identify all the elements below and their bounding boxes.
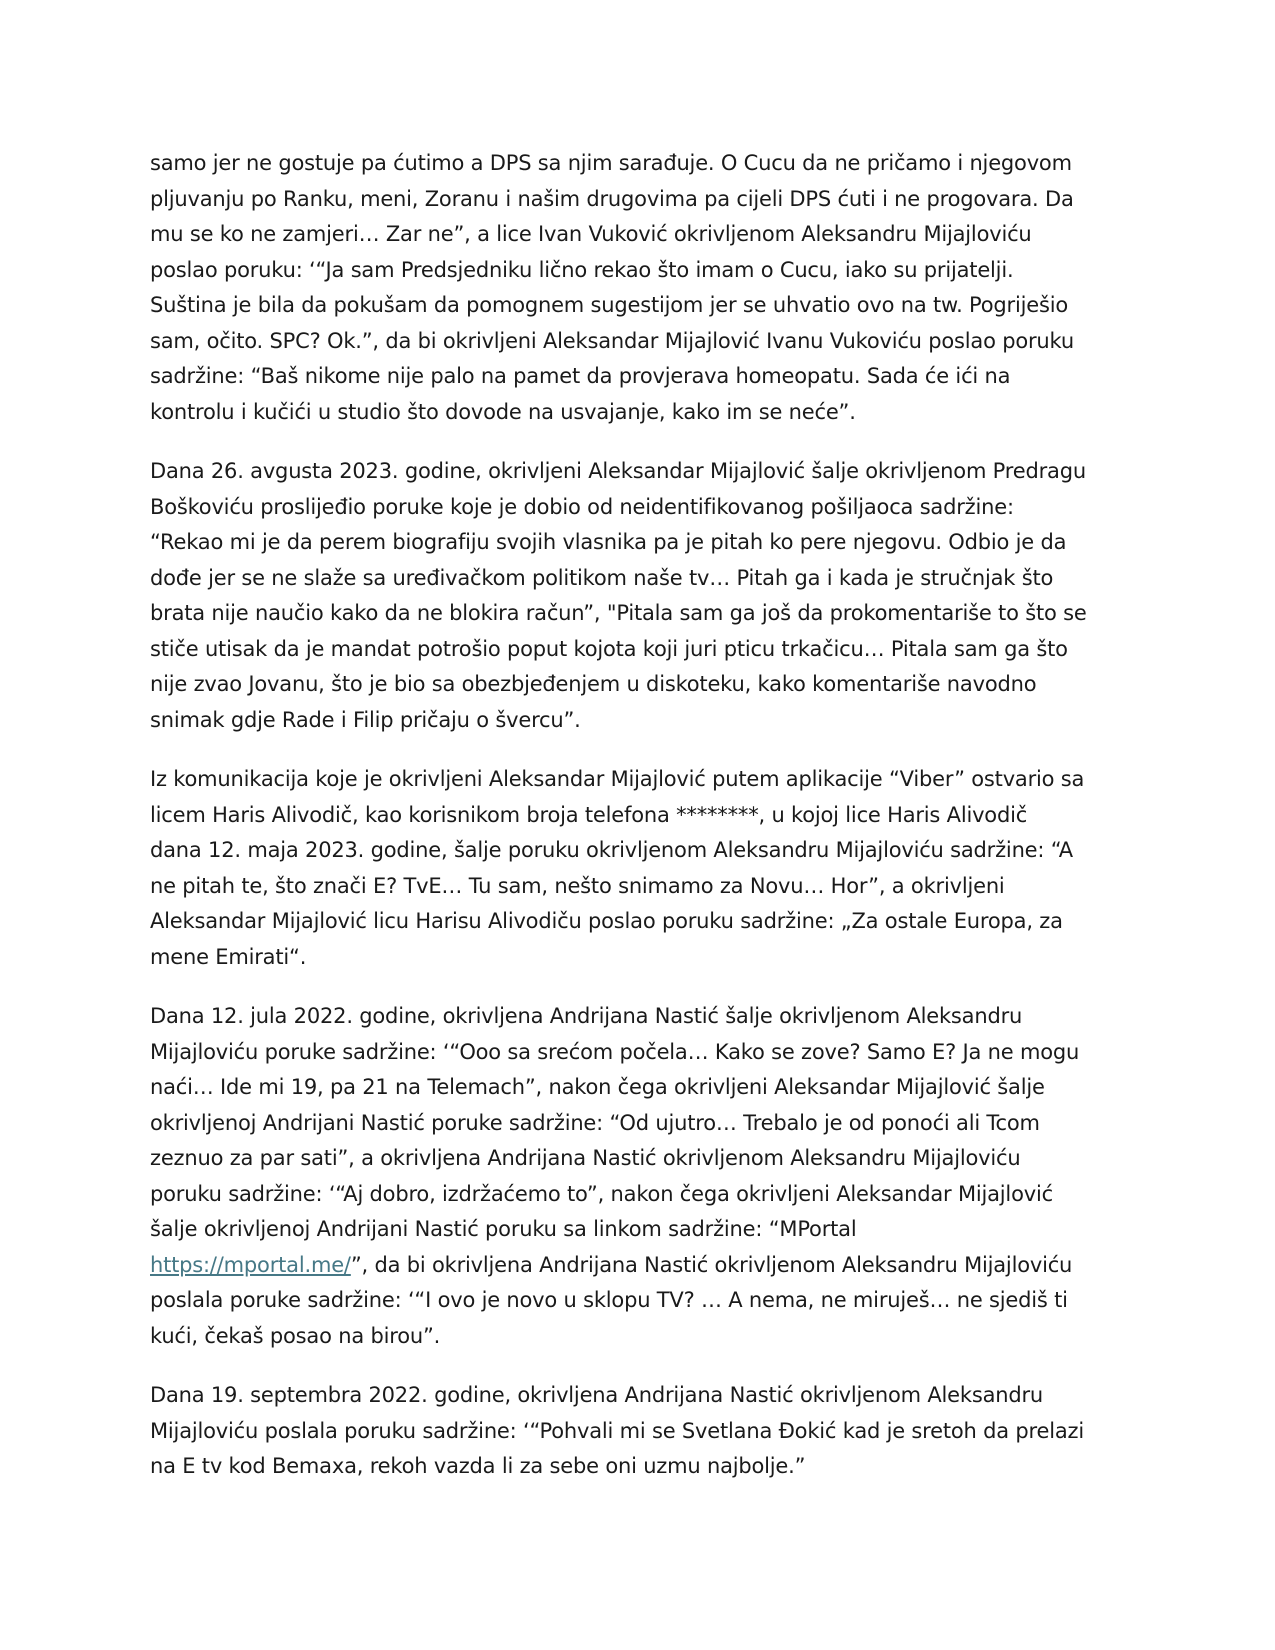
text-line: Dana 19. septembra 2022. godine, okrivljena Andrijana Nastić okrivljenom Aleksandru [150, 1383, 1044, 1407]
text-line: poslao poruku: ‘“Ja sam Predsjedniku lično rekao što imam o Cucu, iako su prijatelji. [150, 257, 1014, 282]
mportal-link[interactable]: https://mportal.me/ [150, 1252, 351, 1277]
text-line: Boškoviću proslijeđio poruke koje je dobio od neidentifikovanog pošiljaoca sadržine: [150, 494, 1014, 519]
text-line: samo jer ne gostuje pa ćutimo a DPS sa njim sarađuje. O Cucu da ne pričamo i njegovom [150, 151, 1072, 175]
text-line: naći… Ide mi 19, pa 21 na Telemach”, nakon čega okrivljeni Aleksandar Mijajlović šalje [150, 1075, 1045, 1099]
text-line: Dana 26. avgusta 2023. godine, okrivljeni Aleksandar Mijajlović šalje okrivljenom Predragu [150, 459, 1086, 483]
text-line: mu se ko ne zamjeri… Zar ne”, a lice Ivan Vuković okrivljenom Aleksandru Mijajloviću [150, 222, 1032, 246]
text-line: poslala poruke sadržine: ‘“I ovo je novo u sklopu TV? … A nema, ne miruješ… ne sjediš ti [150, 1288, 1068, 1312]
text-line: zeznuo za par sati”, a okrivljena Andrijana Nastić okrivljenom Aleksandru Mijajloviću [150, 1146, 1021, 1170]
text-line: Aleksandar Mijajlović licu Harisu Alivodiču poslao poruku sadržine: „Za ostale Europa, za [150, 909, 1063, 933]
text-line: snimak gdje Rade i Filip pričaju o švercu”. [150, 707, 581, 732]
text-line: dođe jer se ne slaže sa uređivačkom politikom naše tv… Pitah ga i kada je stručnjak što [150, 565, 1054, 590]
document-page [150, 146, 1125, 1509]
text-line: nije zvao Jovanu, što je bio sa obezbjeđenjem u diskoteku, kako komentariše navodno [150, 672, 1037, 696]
text-line: Iz komunikacija koje je okrivljeni Aleksandar Mijajlović putem aplikacije “Viber” ostvario sa [150, 767, 1085, 791]
text-line: na E tv kod Bemaxa, rekoh vazda li za sebe oni uzmu najbolje.” [150, 1454, 806, 1478]
text-line: ne pitah te, što znači E? TvE… Tu sam, nešto snimamo za Novu… Hor”, a okrivljeni [150, 873, 1005, 898]
paragraph-4 [150, 999, 1125, 1354]
text-line: kontrolu i kučići u studio što dovode na usvajanje, kako im se neće”. [150, 399, 856, 424]
paragraph-3 [150, 762, 1125, 975]
text-line: licem Haris Alivodič, kao korisnikom broja telefona ********, u kojoj lice Haris Alivodič [150, 802, 1028, 827]
text-line: okrivljenoj Andrijani Nastić poruke sadržine: “Od ujutro… Trebalo je od ponoći ali Tcom [150, 1110, 1040, 1135]
paragraph-5 [150, 1378, 1125, 1485]
text-line: poruku sadržine: ‘“Aj dobro, izdržaćemo to”, nakon čega okrivljeni Aleksandar Mijajlović [150, 1181, 1053, 1206]
text-line: pljuvanju po Ranku, meni, Zoranu i našim drugovima pa cijeli DPS ćuti i ne progovara. Da [150, 186, 1074, 211]
text-line: sadržine: “Baš nikome nije palo na pamet da provjerava homeopatu. Sada će ići na [150, 364, 1011, 388]
text-line: mene Emirati“. [150, 944, 307, 969]
text-line: šalje okrivljenoj Andrijani Nastić poruku sa linkom sadržine: “MPortal [150, 1217, 857, 1241]
text-line: brata nije naučio kako da ne blokira račun”, "Pitala sam ga još da prokomentariše to što se [150, 601, 1087, 625]
text-line: Dana 12. jula 2022. godine, okrivljena Andrijana Nastić šalje okrivljenom Aleksandru [150, 1004, 1023, 1028]
text-line: kući, čekaš posao na birou”. [150, 1323, 441, 1348]
text-line: Mijajloviću poslala poruku sadržine: ‘“Pohvali mi se Svetlana Đokić kad je sretoh da prelazi [150, 1418, 1084, 1443]
text-line: “Rekao mi je da perem biografiju svojih vlasnika pa je pitah ko pere njegovu. Odbio je da [150, 530, 1067, 554]
paragraph-1 [150, 146, 1125, 430]
paragraph-2 [150, 454, 1125, 738]
text-line: Mijajloviću poruke sadržine: ‘“Ooo sa srećom počela… Kako se zove? Samo E? Ja ne mogu [150, 1039, 1080, 1064]
text-after-link: ”, da bi okrivljena Andrijana Nastić okrivljenom Aleksandru Mijajloviću [350, 1252, 1073, 1277]
text-line: sam, očito. SPC? Ok.”, da bi okrivljeni Aleksandar Mijajlović Ivanu Vukoviću poslao poruku [150, 328, 1074, 353]
text-line-with-link [150, 1248, 1125, 1284]
text-line: stiče utisak da je mandat potrošio poput kojota koji juri pticu trkačicu… Pitala sam ga što [150, 636, 1068, 661]
text-line: Suština je bila da pokušam da pomognem sugestijom jer se uhvatio ovo na tw. Pogriješio [150, 293, 1068, 317]
text-line: dana 12. maja 2023. godine, šalje poruku okrivljenom Aleksandru Mijajloviću sadržine: “A [150, 838, 1073, 862]
